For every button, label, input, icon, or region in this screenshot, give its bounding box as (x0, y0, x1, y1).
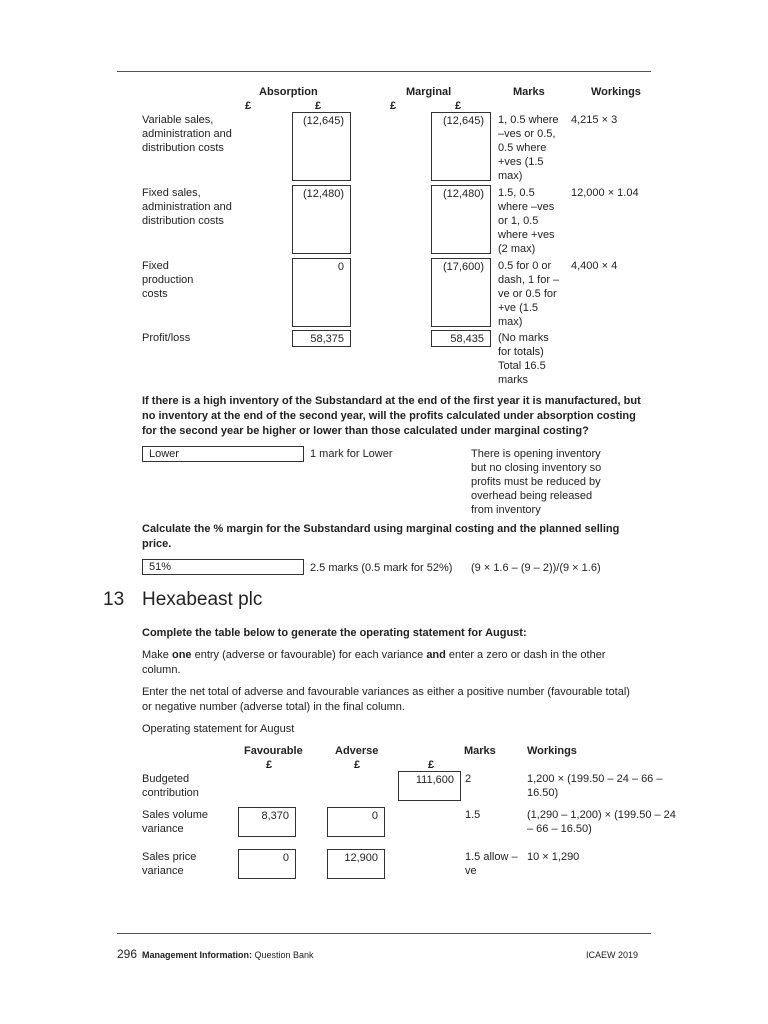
marks-text: 1.5, 0.5 where –ves or 1, 0.5 where +ves (2 max) (498, 187, 555, 255)
workings-text: 12,000 × 1.04 (571, 187, 639, 199)
marks-text: 0.5 for 0 or dash, 1 for –ve or 0.5 for +ve (1.5 max) (498, 260, 560, 328)
adverse-header: Adverse (335, 745, 379, 757)
row-label: Fixed sales, administration and distribution costs (142, 187, 232, 227)
row-label: Fixed production costs (142, 260, 194, 300)
favourable-header: Favourable (244, 745, 303, 757)
workings-text: (9 × 1.6 – (9 – 2))/(9 × 1.6) (471, 562, 601, 574)
workings-text: 1,200 × (199.50 – 24 – 66 – 16.50) (527, 773, 663, 799)
table-caption: Operating statement for August (142, 723, 295, 735)
marks-text: 1.5 (465, 809, 481, 821)
favourable-value: 8,370 (238, 807, 296, 837)
adverse-value: 0 (327, 807, 385, 837)
question-inventory: If there is a high inventory of the Substandard at the end of the first year it is manufactured, but no inventory at the end of the second year, will the profits calculated under absorption costing for the second year be higher or lower than those calculated under marginal costing? (142, 395, 641, 437)
marks-text: 1, 0.5 where –ves or 0.5, 0.5 where +ves (1.5 max) (498, 114, 559, 182)
row-label: Variable sales, administration and distribution costs (142, 114, 232, 154)
page-number: 296 (117, 947, 138, 961)
explanation-text: There is opening inventory but no closing inventory so profits must be reduced by overhead being released from inventory (471, 448, 602, 516)
book-title: Management Information: Question Bank (142, 950, 314, 960)
absorption-value: (12,645) (292, 112, 351, 181)
section-title: Hexabeast plc (142, 589, 263, 610)
marks-header: Marks (464, 745, 496, 757)
absorption-value: 0 (292, 258, 351, 327)
currency-symbol: £ (245, 100, 252, 112)
row-label: Sales price variance (142, 851, 197, 877)
answer-box-lower: Lower (142, 446, 304, 462)
marginal-header: Marginal (406, 86, 452, 98)
workings-text: (1,290 – 1,200) × (199.50 – 24 – 66 – 16.50) (527, 809, 676, 835)
absorption-header: Absorption (259, 86, 318, 98)
currency-symbol: £ (354, 759, 361, 771)
workings-text: 4,400 × 4 (571, 260, 618, 272)
edition: ICAEW 2019 (586, 950, 639, 960)
row-label: Budgeted contribution (142, 773, 199, 799)
net-total-paragraph: Enter the net total of adverse and favourable variances as either a positive number (favourable total) or negative number (adverse total) in the final column. (142, 686, 630, 713)
workings-header: Workings (527, 745, 577, 757)
marginal-value: (12,645) (431, 112, 491, 181)
marginal-value: (12,480) (431, 185, 491, 254)
marks-text: 1 mark for Lower (310, 448, 393, 460)
row-label: Profit/loss (142, 332, 191, 344)
adverse-value: 12,900 (327, 849, 385, 879)
answer-box-margin: 51% (142, 559, 304, 575)
absorption-total: 58,375 (292, 330, 351, 347)
favourable-value: 0 (238, 849, 296, 879)
budgeted-contribution-total: 111,600 (398, 771, 461, 801)
workings-text: 4,215 × 3 (571, 114, 618, 126)
section-instruction: Complete the table below to generate the operating statement for August: (142, 627, 527, 639)
workings-header: Workings (591, 86, 641, 98)
workings-text: 10 × 1,290 (527, 851, 580, 863)
footer-rule (117, 933, 651, 934)
marks-text: 2.5 marks (0.5 mark for 52%) (310, 562, 453, 574)
instruction-paragraph: Make one entry (adverse or favourable) for each variance and enter a zero or dash in the other column. (142, 649, 606, 676)
section-number: 13 (103, 589, 125, 610)
currency-symbol: £ (455, 100, 462, 112)
marks-header: Marks (513, 86, 545, 98)
currency-symbol: £ (390, 100, 397, 112)
top-rule (117, 71, 651, 72)
marks-text: 1.5 allow –ve (465, 851, 518, 877)
absorption-value: (12,480) (292, 185, 351, 254)
question-margin: Calculate the % margin for the Substandard using marginal costing and the planned selling price. (142, 523, 620, 550)
currency-symbol: £ (266, 759, 273, 771)
row-label: Sales volume variance (142, 809, 209, 835)
marks-text: (No marks for totals) Total 16.5 marks (498, 332, 549, 386)
marginal-value: (17,600) (431, 258, 491, 327)
currency-symbol: £ (315, 100, 322, 112)
marks-text: 2 (465, 773, 472, 785)
currency-symbol: £ (428, 759, 435, 771)
marginal-total: 58,435 (431, 330, 491, 347)
